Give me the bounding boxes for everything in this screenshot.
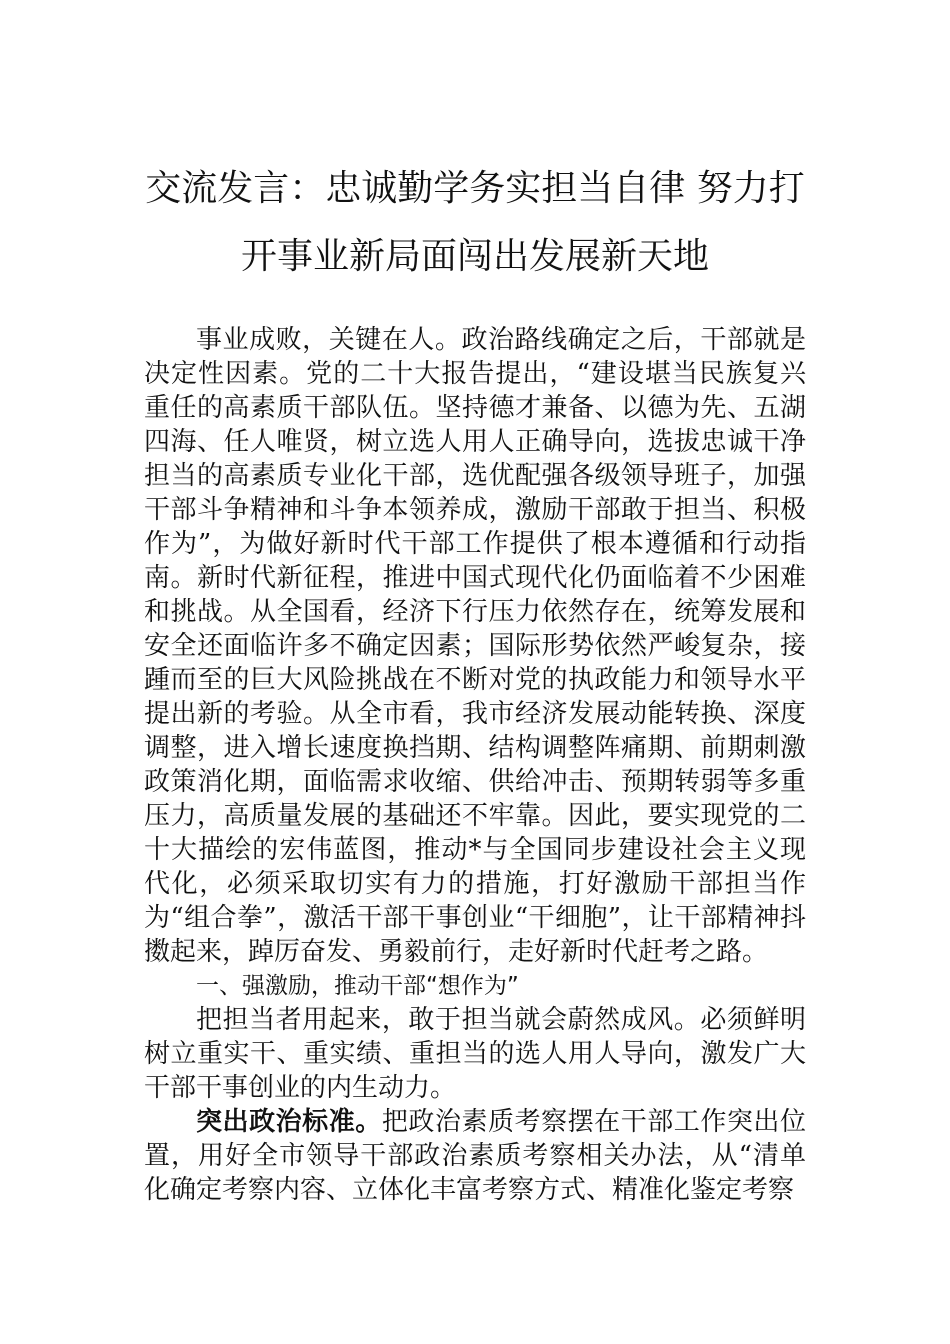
paragraph-political-standard — [144, 1105, 806, 1207]
paragraph-intro: 事业成败，关键在人。政治路线确定之后，干部就是决定性因素。党的二十大报告提出，“建设堪当民族复兴重任的高素质干部队伍。坚持德才兼备、以德为先、五湖四海、任人唯贤，树立选人用人正确导向，选拔忠诚干净担当的高素质专业化干部，选优配强各级领导班子，加强干部斗争精神和斗争本领养成，激励干部敢于担当、积极作为”，为做好新时代干部工作提供了根本遵循和行动指南。新时代新征程，推进中国式现代化仍面临着不少困难和挑战。从全国看，经济下行压力依然存在，统筹发展和安全还面临许多不确定因素；国际形势依然严峻复杂，接踵而至的巨大风险挑战在不断对党的执政能力和领导水平提出新的考验。从全市看，我市经济发展动能转换、深度调整，进入增长速度换挡期、结构调整阵痛期、前期刺激政策消化期，面临需求收缩、供给冲击、预期转弱等多重压力，高质量发展的基础还不牢靠。因此，要实现党的二十大描绘的宏伟蓝图，推动*与全国同步建设社会主义现代化，必须采取切实有力的措施，打好激励干部担当作为“组合拳”，激活干部干事创业“干细胞”，让干部精神抖擞起来，踔厉奋发、勇毅前行，走好新时代赶考之路。 — [144, 325, 806, 967]
document-title-line-1: 交流发言：忠诚勤学务实担当自律 努力打 — [145, 168, 805, 209]
paragraph-section-1: 把担当者用起来，敢于担当就会蔚然成风。必须鲜明树立重实干、重实绩、重担当的选人用人导向，激发广大干部干事创业的内生动力。 — [144, 1005, 806, 1103]
section-heading-1: 一、强激励，推动干部“想作为” — [196, 973, 519, 999]
document-body — [144, 323, 806, 1207]
paragraph-body-text: 把政治素质考察摆在干部工作突出位置，用好全市领导干部政治素质考察相关办法，从“清单化确定考察内容、立体化丰富考察方式、精准化鉴定考察 — [144, 1107, 806, 1205]
document-title-line-2: 开事业新局面闯出发展新天地 — [240, 236, 709, 277]
paragraph-lead-bold: 突出政治标准。 — [196, 1107, 382, 1137]
